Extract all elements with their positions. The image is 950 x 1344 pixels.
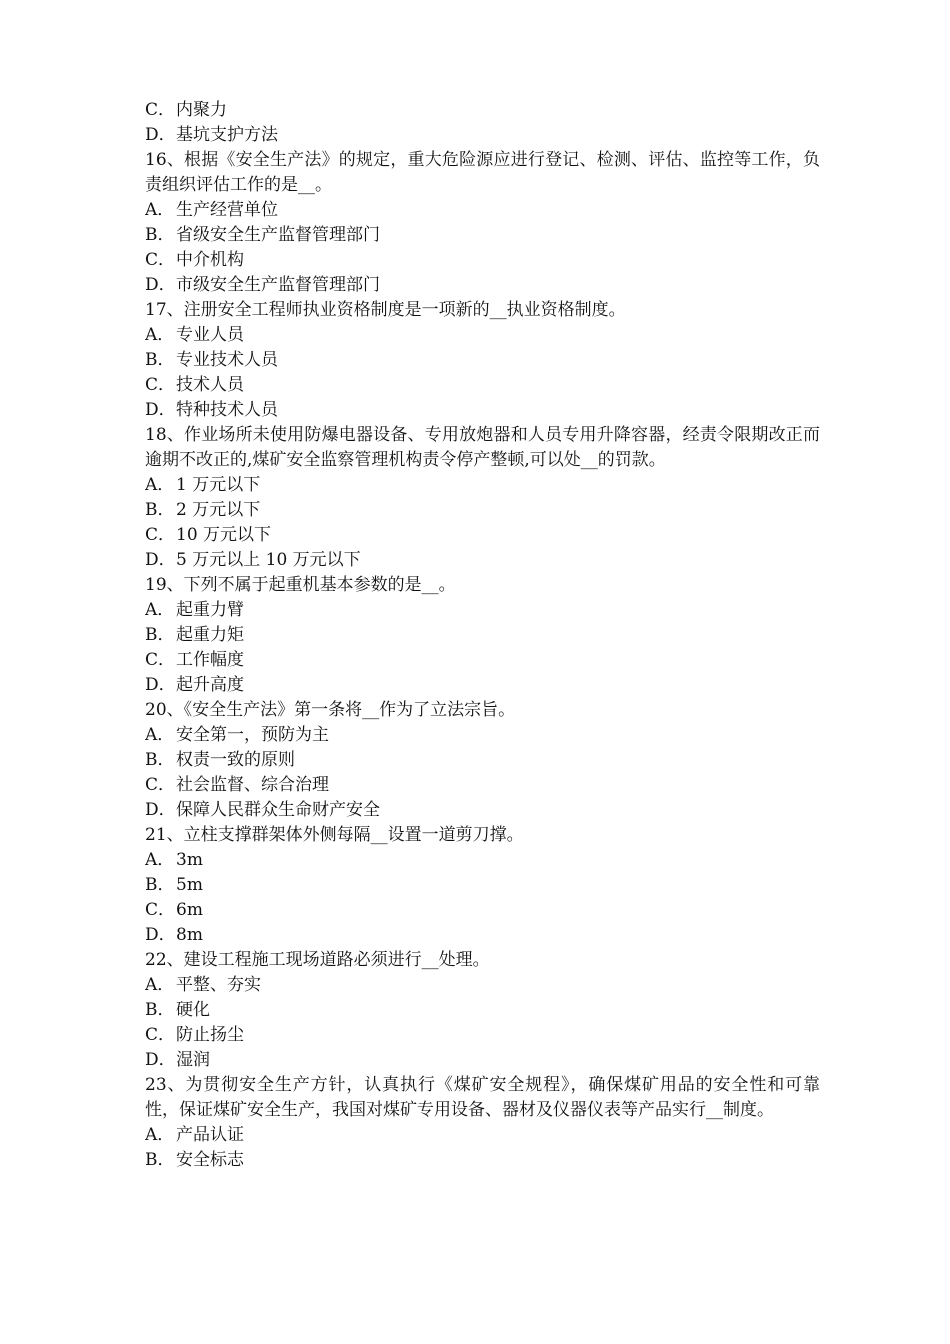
option-letter: C． [145,100,176,120]
answer-option [145,1023,820,1048]
answer-option [145,648,820,673]
answer-option [145,323,820,348]
option-text: 工作幅度 [176,650,244,670]
option-letter: B． [145,750,175,770]
option-letter: B． [145,1000,175,1020]
option-text: 湿润 [176,1050,210,1070]
option-letter: D． [145,400,176,420]
option-letter: B． [145,625,175,645]
option-letter: D． [145,550,176,570]
answer-option [145,1148,820,1173]
answer-option [145,98,820,123]
option-text: 3m [176,850,203,870]
question-text: 22、建设工程施工现场道路必须进行__处理。 [145,950,490,970]
option-letter: B． [145,1150,175,1170]
option-text: 市级安全生产监督管理部门 [176,275,380,295]
question-text: 20、《安全生产法》第一条将__作为了立法宗旨。 [145,700,516,720]
option-letter: C． [145,525,176,545]
answer-option [145,223,820,248]
option-text: 专业技术人员 [176,350,278,370]
option-letter: C． [145,650,176,670]
answer-option [145,373,820,398]
option-text: 防止扬尘 [176,1025,244,1045]
option-text: 起重力臂 [176,600,244,620]
question-text: 21、立柱支撑群架体外侧每隔__设置一道剪刀撑。 [145,825,524,845]
option-text: 产品认证 [176,1125,244,1145]
option-text: 内聚力 [176,100,227,120]
answer-option [145,848,820,873]
option-letter: B． [145,350,175,370]
option-text: 安全第一，预防为主 [176,725,329,745]
answer-option [145,398,820,423]
option-letter: D． [145,675,176,695]
option-text: 基坑支护方法 [176,125,278,145]
answer-option [145,998,820,1023]
answer-option [145,123,820,148]
option-letter: D． [145,125,176,145]
option-letter: A． [145,975,175,995]
option-letter: C． [145,775,176,795]
option-letter: A． [145,1125,175,1145]
answer-option [145,473,820,498]
option-text: 社会监督、综合治理 [176,775,329,795]
option-text: 5m [176,875,203,895]
answer-option [145,198,820,223]
answer-option [145,723,820,748]
answer-option [145,598,820,623]
option-letter: C． [145,375,176,395]
option-text: 10 万元以下 [176,525,272,545]
option-text: 特种技术人员 [176,400,278,420]
answer-option [145,498,820,523]
answer-option [145,1048,820,1073]
question-text: 23、为贯彻安全生产方针，认真执行《煤矿安全规程》，确保煤矿用品的安全性和可靠性，保证煤矿安全生产，我国对煤矿专用设备、器材及仪器仪表等产品实行__制度。 [145,1075,820,1120]
option-text: 8m [176,925,203,945]
option-text: 专业人员 [176,325,244,345]
answer-option [145,248,820,273]
option-text: 2 万元以下 [176,500,261,520]
answer-option [145,973,820,998]
document-body [145,98,820,1173]
question-text: 18、作业场所未使用防爆电器设备、专用放炮器和人员专用升降容器，经责令限期改正而逾期不改正的,煤矿安全监察管理机构责令停产整顿,可以处__的罚款。 [145,425,820,470]
option-letter: A． [145,600,175,620]
answer-option [145,1123,820,1148]
option-text: 省级安全生产监督管理部门 [176,225,380,245]
option-text: 权责一致的原则 [176,750,295,770]
option-text: 平整、夯实 [176,975,261,995]
option-letter: A． [145,850,175,870]
option-letter: D． [145,800,176,820]
answer-option [145,898,820,923]
option-letter: A． [145,475,175,495]
option-letter: D． [145,275,176,295]
option-letter: B． [145,500,175,520]
question-text: 16、根据《安全生产法》的规定，重大危险源应进行登记、检测、评估、监控等工作，负责组织评估工作的是__。 [145,150,820,195]
question-text: 17、注册安全工程师执业资格制度是一项新的__执业资格制度。 [145,300,626,320]
answer-option [145,873,820,898]
option-text: 生产经营单位 [176,200,278,220]
option-letter: D． [145,1050,176,1070]
option-text: 1 万元以下 [176,475,261,495]
option-letter: D． [145,925,176,945]
option-text: 保障人民群众生命财产安全 [176,800,380,820]
option-text: 起升高度 [176,675,244,695]
option-text: 硬化 [176,1000,210,1020]
option-letter: B． [145,875,175,895]
option-text: 安全标志 [176,1150,244,1170]
option-letter: C． [145,900,176,920]
answer-option [145,273,820,298]
option-letter: A． [145,200,175,220]
option-text: 起重力矩 [176,625,244,645]
answer-option [145,798,820,823]
answer-option [145,623,820,648]
answer-option [145,548,820,573]
option-letter: B． [145,225,175,245]
question-text: 19、下列不属于起重机基本参数的是__。 [145,575,456,595]
option-letter: C． [145,1025,176,1045]
option-letter: A． [145,725,175,745]
option-text: 中介机构 [176,250,244,270]
answer-option [145,523,820,548]
answer-option [145,748,820,773]
option-letter: A． [145,325,175,345]
answer-option [145,773,820,798]
answer-option [145,673,820,698]
option-letter: C． [145,250,176,270]
option-text: 技术人员 [176,375,244,395]
option-text: 5 万元以上 10 万元以下 [176,550,361,570]
option-text: 6m [176,900,203,920]
answer-option [145,348,820,373]
answer-option [145,923,820,948]
